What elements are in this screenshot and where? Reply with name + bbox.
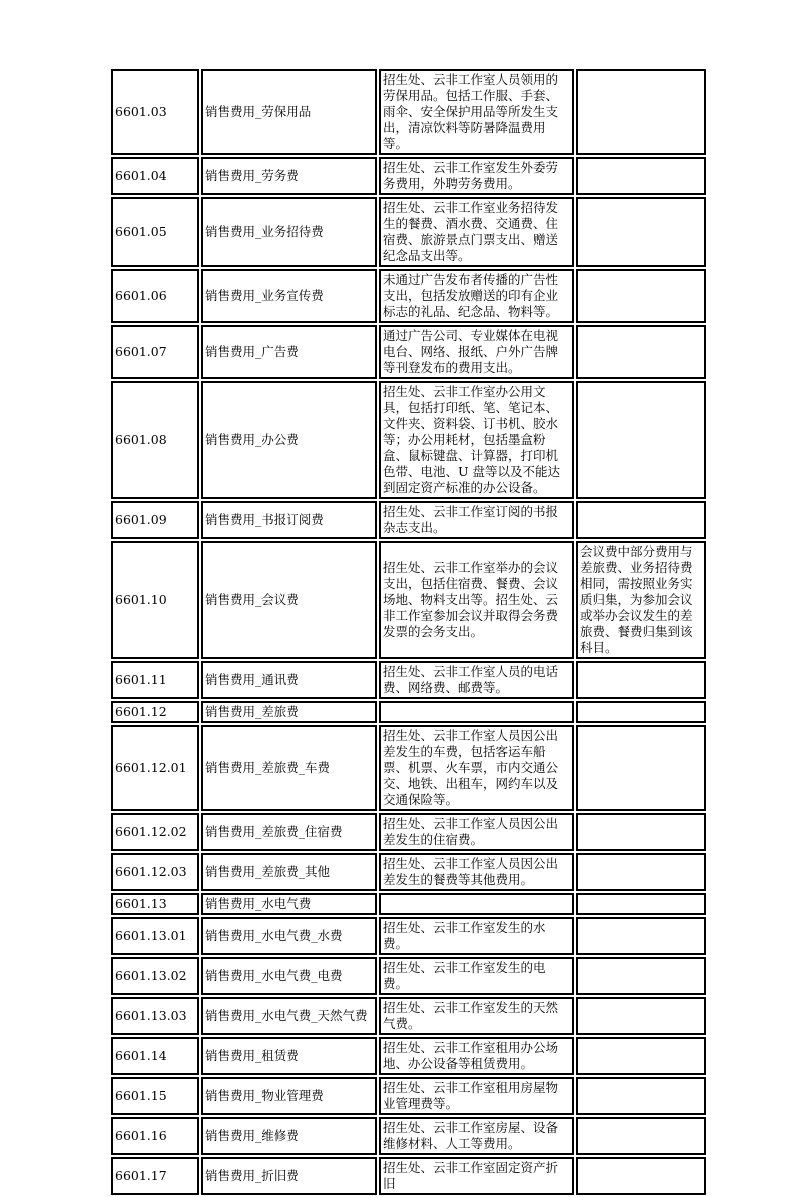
table-row [111,917,706,955]
table-row [111,1157,706,1195]
account-notes-cell [576,957,706,995]
account-notes-cell [576,1037,706,1075]
account-description-cell: 招生处、云非工作室举办的会议支出，包括住宿费、餐费、会议场地、物料支出等。招生处、云非工作室参加会议并取得会务费发票的会务支出。 [379,541,574,659]
table-row [111,381,706,499]
account-name-cell: 销售费用_水电气费_天然气费 [201,997,377,1035]
account-description-cell: 招生处、云非工作室人员因公出差发生的车费，包括客运车船票、机票、火车票，市内交通公交、地铁、出租车，网约车以及交通保险等。 [379,725,574,811]
account-notes-cell [576,69,706,155]
account-name-cell: 销售费用_业务宣传费 [201,269,377,323]
account-description-cell: 招生处、云非工作室租用房屋物业管理费等。 [379,1077,574,1115]
account-name-cell: 销售费用_物业管理费 [201,1077,377,1115]
accounts-table-body [111,69,706,1195]
account-notes-cell [576,269,706,323]
account-notes-cell [576,917,706,955]
account-notes-cell: 会议费中部分费用与差旅费、业务招待费相同，需按照业务实质归集，为参加会议或举办会议发生的差旅费、餐费归集到该科目。 [576,541,706,659]
account-notes-cell [576,853,706,891]
account-name-cell: 销售费用_水电气费_水费 [201,917,377,955]
account-code-cell: 6601.05 [111,197,199,267]
account-notes-cell [576,501,706,539]
account-notes-cell [576,813,706,851]
account-name-cell: 销售费用_折旧费 [201,1157,377,1195]
account-description-cell: 招生处、云非工作室发生的电费。 [379,957,574,995]
account-notes-cell [576,701,706,723]
account-name-cell: 销售费用_业务招待费 [201,197,377,267]
account-name-cell: 销售费用_差旅费 [201,701,377,723]
account-code-cell: 6601.12.01 [111,725,199,811]
table-row [111,1077,706,1115]
account-description-cell: 未通过广告发布者传播的广告性支出，包括发放赠送的印有企业标志的礼品、纪念品、物料等。 [379,269,574,323]
account-code-cell: 6601.12.03 [111,853,199,891]
account-code-cell: 6601.07 [111,325,199,379]
account-description-cell: 招生处、云非工作室发生的天然气费。 [379,997,574,1035]
table-row [111,1117,706,1155]
table-row [111,1037,706,1075]
table-row [111,813,706,851]
account-code-cell: 6601.03 [111,69,199,155]
account-name-cell: 销售费用_书报订阅费 [201,501,377,539]
account-code-cell: 6601.13.01 [111,917,199,955]
account-description-cell [379,893,574,915]
table-row [111,325,706,379]
table-row [111,957,706,995]
account-name-cell: 销售费用_通讯费 [201,661,377,699]
account-code-cell: 6601.16 [111,1117,199,1155]
account-description-cell: 招生处、云非工作室办公用文具，包括打印纸、笔、笔记本、文件夹、资料袋、订书机、胶水等；办公用耗材，包括墨盒粉盒、鼠标键盘、计算器，打印机色带、电池、U 盘等以及不能达到固定资产标准的办公设备。 [379,381,574,499]
account-notes-cell [576,197,706,267]
account-description-cell: 招生处、云非工作室人员因公出差发生的餐费等其他费用。 [379,853,574,891]
account-description-cell: 招生处、云非工作室发生外委劳务费用，外聘劳务费用。 [379,157,574,195]
account-notes-cell [576,997,706,1035]
account-code-cell: 6601.08 [111,381,199,499]
account-notes-cell [576,1157,706,1195]
account-name-cell: 销售费用_差旅费_其他 [201,853,377,891]
account-description-cell: 招生处、云非工作室人员因公出差发生的住宿费。 [379,813,574,851]
account-description-cell: 招生处、云非工作室订阅的书报杂志支出。 [379,501,574,539]
table-row [111,997,706,1035]
table-row [111,197,706,267]
account-notes-cell [576,381,706,499]
account-description-cell [379,701,574,723]
account-code-cell: 6601.06 [111,269,199,323]
account-name-cell: 销售费用_会议费 [201,541,377,659]
table-row [111,661,706,699]
account-description-cell: 招生处、云非工作室人员的电话费、网络费、邮费等。 [379,661,574,699]
table-row [111,541,706,659]
account-code-cell: 6601.09 [111,501,199,539]
table-row [111,269,706,323]
table-row [111,893,706,915]
account-code-cell: 6601.14 [111,1037,199,1075]
account-code-cell: 6601.13.03 [111,997,199,1035]
account-name-cell: 销售费用_水电气费 [201,893,377,915]
account-notes-cell [576,157,706,195]
account-notes-cell [576,1077,706,1115]
account-notes-cell [576,725,706,811]
account-name-cell: 销售费用_差旅费_车费 [201,725,377,811]
account-code-cell: 6601.10 [111,541,199,659]
table-row [111,701,706,723]
account-notes-cell [576,325,706,379]
account-code-cell: 6601.12.02 [111,813,199,851]
account-description-cell: 招生处、云非工作室租用办公场地、办公设备等租赁费用。 [379,1037,574,1075]
accounts-table [109,67,708,1197]
account-name-cell: 销售费用_办公费 [201,381,377,499]
account-name-cell: 销售费用_劳务费 [201,157,377,195]
table-row [111,501,706,539]
account-name-cell: 销售费用_维修费 [201,1117,377,1155]
account-name-cell: 销售费用_差旅费_住宿费 [201,813,377,851]
account-code-cell: 6601.17 [111,1157,199,1195]
account-description-cell: 招生处、云非工作室业务招待发生的餐费、酒水费、交通费、住宿费、旅游景点门票支出、赠送纪念品支出等。 [379,197,574,267]
account-notes-cell [576,893,706,915]
account-code-cell: 6601.13 [111,893,199,915]
account-description-cell: 招生处、云非工作室发生的水费。 [379,917,574,955]
account-code-cell: 6601.11 [111,661,199,699]
account-description-cell: 招生处、云非工作室房屋、设备维修材料、人工等费用。 [379,1117,574,1155]
account-name-cell: 销售费用_劳保用品 [201,69,377,155]
account-name-cell: 销售费用_广告费 [201,325,377,379]
account-code-cell: 6601.15 [111,1077,199,1115]
account-description-cell: 通过广告公司、专业媒体在电视电台、网络、报纸、户外广告牌等刊登发布的费用支出。 [379,325,574,379]
table-row [111,69,706,155]
account-notes-cell [576,661,706,699]
table-row [111,853,706,891]
account-notes-cell [576,1117,706,1155]
account-name-cell: 销售费用_租赁费 [201,1037,377,1075]
account-name-cell: 销售费用_水电气费_电费 [201,957,377,995]
account-code-cell: 6601.12 [111,701,199,723]
account-code-cell: 6601.13.02 [111,957,199,995]
account-description-cell: 招生处、云非工作室固定资产折旧 [379,1157,574,1195]
table-row [111,725,706,811]
account-description-cell: 招生处、云非工作室人员领用的劳保用品。包括工作服、手套、雨伞、安全保护用品等所发生支出，清凉饮料等防暑降温费用等。 [379,69,574,155]
account-code-cell: 6601.04 [111,157,199,195]
table-row [111,157,706,195]
